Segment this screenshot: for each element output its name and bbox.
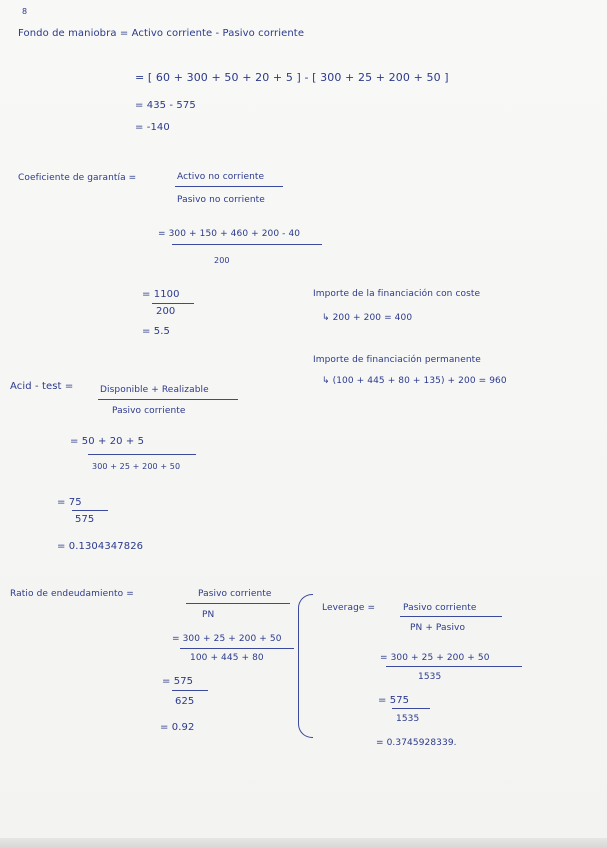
page-number: 8 [22,7,28,16]
endeudamiento-label: Ratio de endeudamiento = [10,589,134,599]
garantia-denominator: Pasivo no corriente [177,195,265,205]
acid-numerator: Disponible + Realizable [100,385,209,395]
leverage-expression-numerator: = 300 + 25 + 200 + 50 [380,653,490,663]
garantia-numerator: Activo no corriente [177,172,265,182]
fondo-definition: Fondo de maniobra = Activo corriente - Pasivo corriente [18,28,305,39]
leverage-label: Leverage = [322,603,376,613]
paper-bottom-edge [0,838,607,848]
garantia-result: = 5.5 [142,326,170,337]
acid-expression-bar [88,454,196,455]
leverage-result: = 0.3745928339. [376,738,457,748]
garantia-label: Coeficiente de garantía = [18,173,137,183]
garantia-expression-numerator: = 300 + 150 + 460 + 200 - 40 [158,229,301,239]
fondo-step-1: = [ 60 + 300 + 50 + 20 + 5 ] - [ 300 + 25 + 200 + 50 ] [135,71,449,84]
acid-expression-denominator: 300 + 25 + 200 + 50 [92,462,181,471]
note-coste-label: Importe de la financiación con coste [313,289,481,299]
endeudamiento-expression-bar [180,648,294,649]
acid-fraction-numerator: = 75 [57,497,82,508]
endeudamiento-fraction-numerator: = 575 [162,676,194,687]
leverage-fraction-denominator: 1535 [396,714,420,724]
garantia-expression-denominator: 200 [214,256,230,265]
note-permanente-label: Importe de financiación permanente [313,355,481,365]
leverage-numerator: Pasivo corriente [403,603,477,613]
leverage-expression-denominator: 1535 [418,672,442,682]
acid-result: = 0.1304347826 [57,541,144,552]
acid-short-bar [72,510,108,511]
garantia-fraction-bar [175,186,283,187]
acid-fraction-bar [98,399,238,400]
garantia-expression-bar [172,244,322,245]
endeudamiento-fraction-bar [186,603,290,604]
acid-fraction-denominator: 575 [75,514,95,525]
fondo-step-2: = 435 - 575 [135,100,196,111]
leverage-short-bar [392,708,430,709]
garantia-short-bar [152,303,194,304]
endeudamiento-result: = 0.92 [160,722,195,733]
leverage-fraction-bar [400,616,502,617]
endeudamiento-expression-numerator: = 300 + 25 + 200 + 50 [172,634,282,644]
endeudamiento-numerator: Pasivo corriente [198,589,272,599]
leverage-expression-bar [386,666,522,667]
acid-label: Acid - test = [10,381,74,392]
fondo-result: = -140 [135,122,170,133]
endeudamiento-short-bar [172,690,208,691]
acid-expression-numerator: = 50 + 20 + 5 [70,436,145,447]
leverage-denominator: PN + Pasivo [410,623,466,633]
separator-bracket [298,594,313,738]
note-permanente-calc: ↳ (100 + 445 + 80 + 135) + 200 = 960 [322,376,507,386]
endeudamiento-fraction-denominator: 625 [175,696,195,707]
garantia-fraction-numerator: = 1100 [142,289,180,300]
endeudamiento-expression-denominator: 100 + 445 + 80 [190,653,264,663]
endeudamiento-denominator: PN [202,610,215,620]
acid-denominator: Pasivo corriente [112,406,186,416]
garantia-fraction-denominator: 200 [156,306,176,317]
note-coste-calc: ↳ 200 + 200 = 400 [322,313,413,323]
leverage-fraction-numerator: = 575 [378,695,410,706]
